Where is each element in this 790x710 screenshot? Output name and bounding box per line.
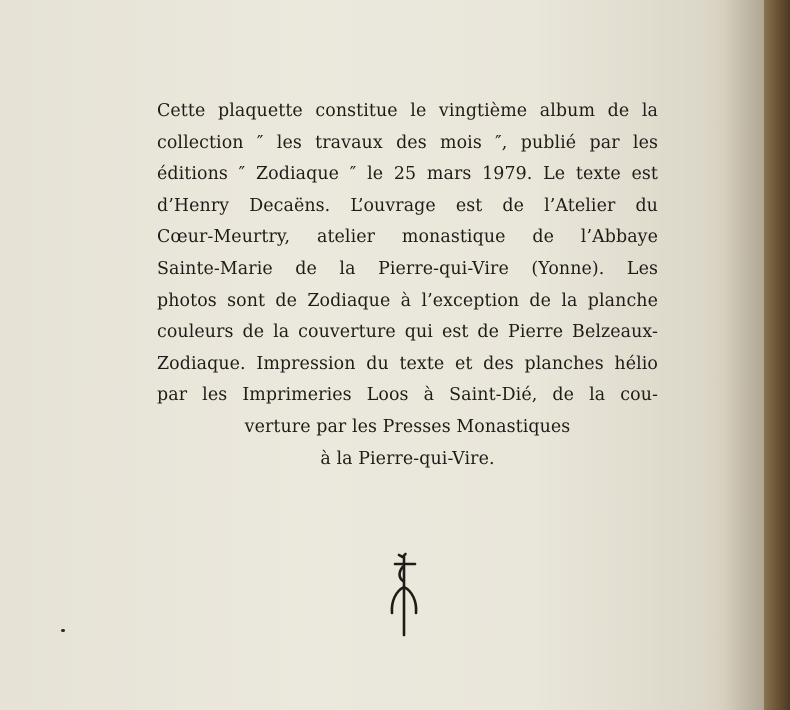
zodiaque-emblem-icon bbox=[386, 551, 422, 637]
colophon-line: par les Imprimeries Loos à Saint-Dié, de la cou- bbox=[157, 385, 658, 406]
colophon-line: éditions ″ Zodiaque ″ le 25 mars 1979. Le texte est bbox=[157, 164, 658, 185]
colophon-line: Cœur-Meurtry, atelier monastique de l’Abbaye bbox=[157, 227, 658, 248]
colophon-line: Zodiaque. Impression du texte et des planches hélio bbox=[157, 353, 658, 374]
colophon-text bbox=[157, 96, 658, 475]
page-gutter-shadow bbox=[724, 0, 764, 710]
colophon-line: Sainte-Marie de la Pierre-qui-Vire (Yonne). Les bbox=[157, 258, 658, 279]
ink-speck bbox=[61, 629, 65, 632]
colophon-line: photos sont de Zodiaque à l’exception de la planche bbox=[157, 290, 658, 311]
colophon-line-centered: verture par les Presses Monastiques bbox=[244, 416, 571, 437]
colophon-line: couleurs de la couverture qui est de Pierre Belzeaux- bbox=[157, 322, 658, 343]
colophon-line: d’Henry Decaëns. L’ouvrage est de l’Atelier du bbox=[157, 195, 658, 216]
book-cover-edge bbox=[764, 0, 790, 710]
colophon-line: collection ″ les travaux des mois ″, publié par les bbox=[157, 132, 658, 153]
colophon-line: Cette plaquette constitue le vingtième album de la bbox=[157, 101, 658, 121]
colophon-line-centered: à la Pierre-qui-Vire. bbox=[320, 448, 495, 469]
